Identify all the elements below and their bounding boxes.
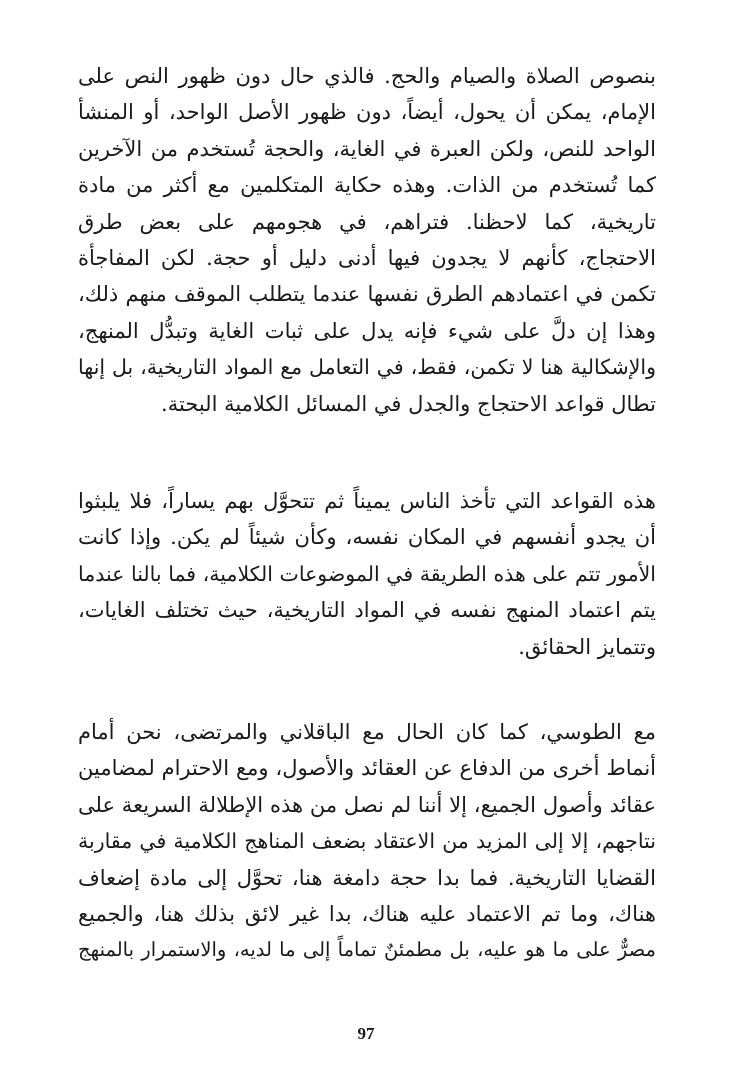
text-line: أن يجدو أنفسهم في المكان نفسه، وكأن شيئاً لم يكن. وإذا كانت bbox=[78, 525, 656, 550]
text-line: وهذا إن دلَّ على شيء فإنه يدل على ثبات الغاية وتبدُّل المنهج، bbox=[78, 318, 656, 343]
text-line: أنماط أخرى من الدفاع عن العقائد والأصول، ومع الاحترام لمضامين bbox=[78, 756, 656, 781]
paragraph-2 bbox=[78, 483, 656, 665]
text-line: هذه القواعد التي تأخذ الناس يميناً ثم تتحوَّل بهم يساراً، فلا يلبثوا bbox=[78, 489, 656, 513]
text-line: بنصوص الصلاة والصيام والحج. فالذي حال دون ظهور النص على bbox=[78, 64, 656, 88]
paragraph-3 bbox=[78, 714, 656, 969]
text-line: الاحتجاج، كأنهم لا يجدون فيها أدنى دليل أو حجة. لكن المفاجأة bbox=[78, 245, 656, 270]
page-number: 97 bbox=[357, 1024, 375, 1043]
text-line: هناك، وما تم الاعتماد عليه هناك، بدا غير لائق بذلك هنا، والجميع bbox=[78, 901, 656, 926]
text-line: مصرٌّ على ما هو عليه، بل مطمئنٌ تماماً إلى ما لديه، والاستمرار بالمنهج bbox=[78, 938, 656, 962]
text-line: كما تُستخدم من الذات. وهذه حكاية المتكلمين مع أكثر من مادة bbox=[78, 173, 656, 198]
text-line: الواحد للنص، ولكن العبرة في الغاية، والحجة تُستخدم من الآخرين bbox=[78, 136, 656, 161]
text-line: وتتمايز الحقائق. bbox=[518, 634, 656, 659]
text-line: تطال قواعد الاحتجاج والجدل في المسائل الكلامية البحتة. bbox=[161, 391, 656, 416]
text-line: عقائد وأصول الجميع، إلا أننا لم نصل من هذه الإطلالة السريعة على bbox=[78, 792, 656, 817]
text-line: تكمن في اعتمادهم الطرق نفسها عندما يتطلب الموقف منهم ذلك، bbox=[78, 282, 656, 307]
text-line: مع الطوسي، كما كان الحال مع الباقلاني والمرتضى، نحن أمام bbox=[78, 720, 656, 744]
text-line: تاريخية، كما لاحظنا. فتراهم، في هجومهم على بعض طرق bbox=[78, 209, 656, 234]
text-line: يتم اعتماد المنهج نفسه في المواد التاريخية، حيث تختلف الغايات، bbox=[78, 598, 656, 623]
text-line: نتاجهم، إلا إلى المزيد من الاعتقاد بضعف المناهج الكلامية في مقاربة bbox=[78, 829, 656, 854]
text-line: القضايا التاريخية. فما بدا حجة دامغة هنا، تحوَّل إلى مادة إضعاف bbox=[78, 865, 656, 890]
paragraph-1 bbox=[78, 58, 656, 422]
text-line: الأمور تتم على هذه الطريقة في الموضوعات الكلامية، فما بالنا عندما bbox=[78, 561, 656, 586]
text-line: الإمام، يمكن أن يحول، أيضاً، دون ظهور الأصل الواحد، أو المنشأ bbox=[78, 100, 656, 125]
text-line: والإشكالية هنا لا تكمن، فقط، في التعامل مع المواد التاريخية، بل إنها bbox=[78, 355, 656, 380]
